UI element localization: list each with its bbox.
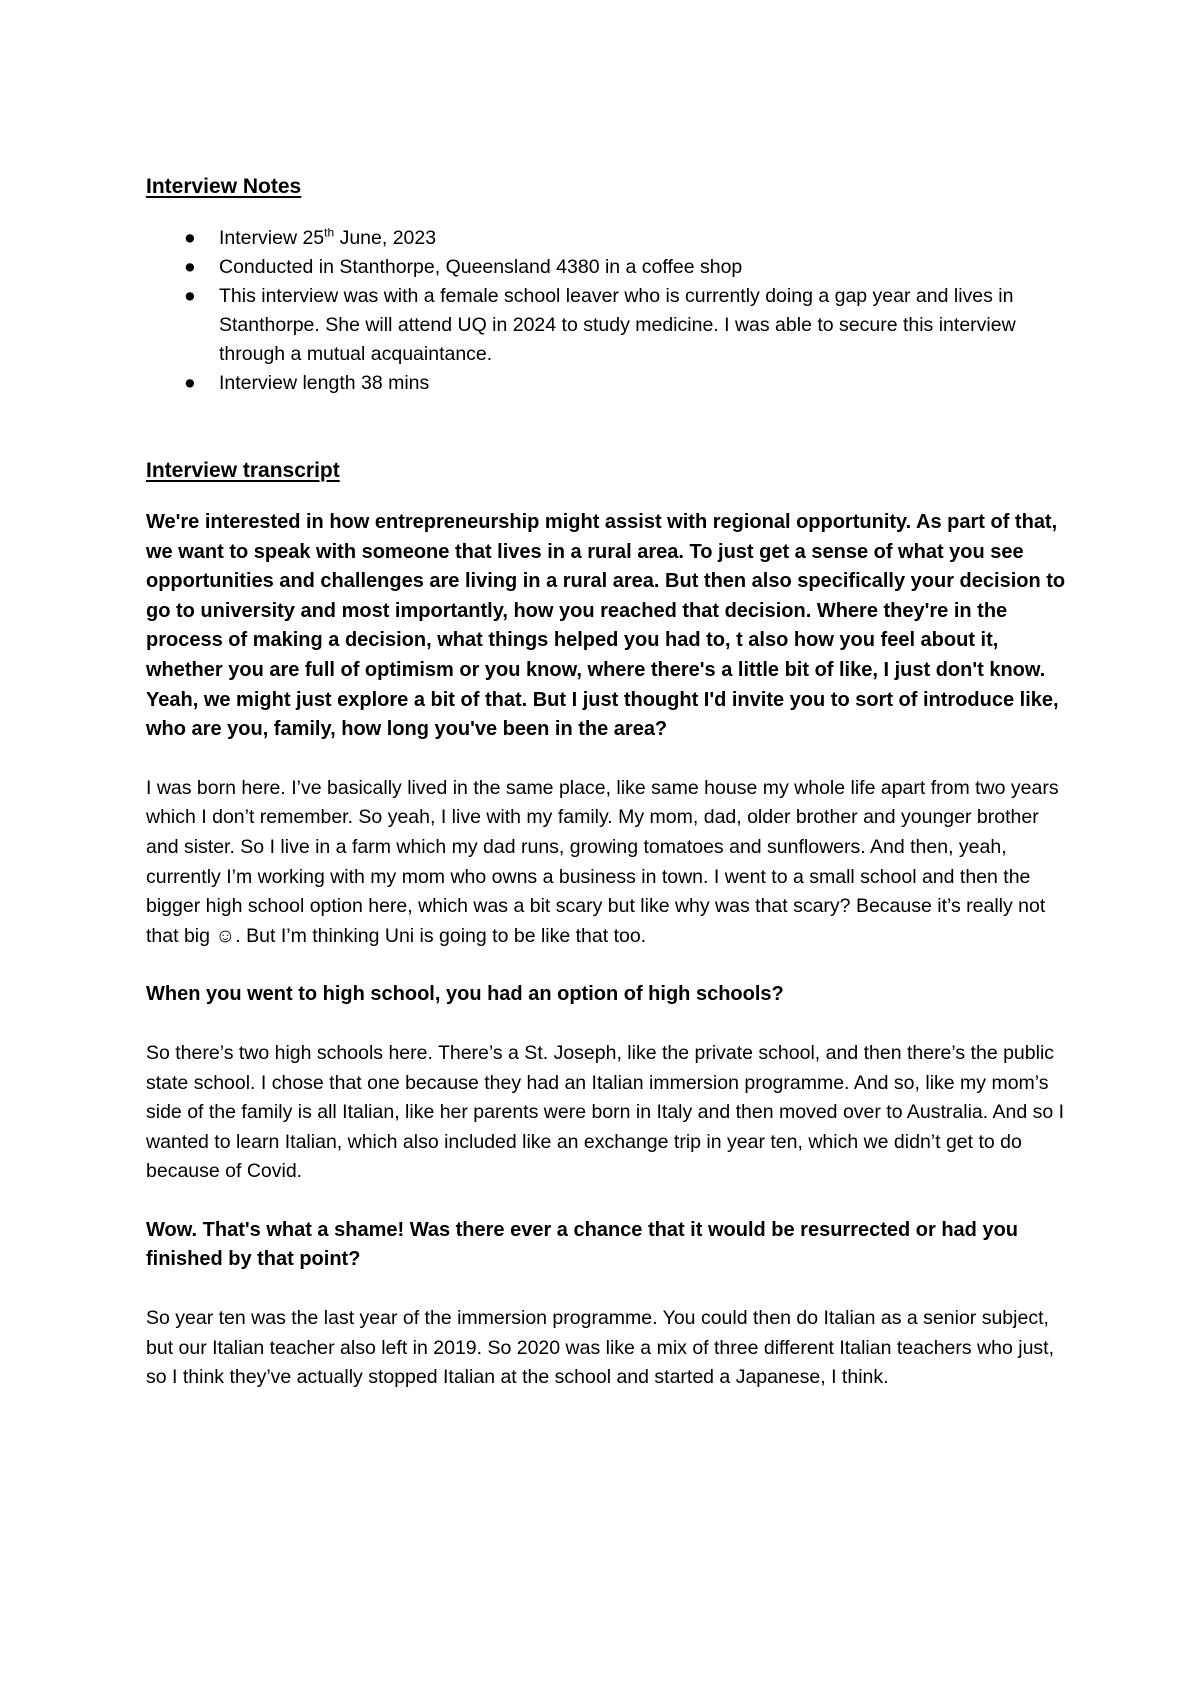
- notes-item: [146, 253, 1076, 282]
- interviewer-question: When you went to high school, you had an option of high schools?: [146, 983, 784, 1006]
- interviewee-answer: So there’s two high schools here. There’s a St. Joseph, like the private school, and then there’s the public state school. I chose that one because they had an Italian immersion programme. And so, like my mom’s side of the family is all Italian, like her parents were born in Italy and then moved over to Australia. And so I wanted to learn Italian, which also included like an exchange trip in year ten, which we didn’t get to do because of Covid.: [146, 1041, 1065, 1183]
- document-page: [146, 172, 1076, 1393]
- bullet-icon: ●: [184, 285, 196, 307]
- notes-item-text: This interview was with a female school leaver who is currently doing a gap year and lives in Stanthorpe. She will attend UQ in 2024 to study medicine. I was able to secure this interview through a mutual acquaintance.: [219, 285, 1016, 365]
- bullet-icon: ●: [184, 372, 196, 394]
- notes-item: [146, 282, 1076, 369]
- notes-heading: Interview Notes: [146, 175, 302, 198]
- notes-item: [146, 224, 1076, 253]
- interviewer-question: Wow. That's what a shame! Was there ever a chance that it would be resurrected or had you finished by that point?: [146, 1218, 1019, 1271]
- notes-item: [146, 369, 1076, 398]
- bullet-icon: ●: [184, 256, 196, 278]
- notes-list: [146, 224, 1076, 398]
- interviewer-question: We're interested in how entrepreneurship might assist with regional opportunity. As part of that, we want to speak with someone that lives in a rural area. To just get a sense of what you see opportunities and challenges are living in a rural area. But then also specifically your decision to go to university and most importantly, how you reached that decision. Where they're in the process of making a decision, what things helped you had to, t also how you feel about it, whether you are full of optimism or you know, where there's a little bit of like, I just don't know. Yeah, we might just explore a bit of that. But I just thought I'd invite you to sort of introduce like, who are you, family, how long you've been in the area?: [146, 511, 1066, 741]
- transcript-heading: Interview transcript: [146, 459, 340, 482]
- interviewee-answer: I was born here. I’ve basically lived in the same place, like same house my whole life apart from two years which I don’t remember. So yeah, I live with my family. My mom, dad, older brother and younger brother and sister. So I live in a farm which my dad runs, growing tomatoes and sunflowers. And then, yeah, currently I’m working with my mom who owns a business in town. I went to a small school and then the bigger high school option here, which was a bit scary but like why was that scary? Because it’s really not that big ☺. But I’m thinking Uni is going to be like that too.: [146, 776, 1059, 947]
- bullet-icon: ●: [184, 227, 196, 249]
- notes-item-superscript: th: [324, 225, 335, 240]
- interviewee-answer: So year ten was the last year of the immersion programme. You could then do Italian as a senior subject, but our Italian teacher also left in 2019. So 2020 was like a mix of three different Italian teachers who just, so I think they’ve actually stopped Italian at the school and started a Japanese, I think.: [146, 1307, 1054, 1389]
- notes-item-text: Interview length 38 mins: [219, 372, 430, 394]
- notes-item-text: Conducted in Stanthorpe, Queensland 4380 in a coffee shop: [219, 256, 743, 278]
- notes-item-text: Interview 25: [219, 227, 325, 249]
- notes-item-text-tail: June, 2023: [334, 227, 437, 249]
